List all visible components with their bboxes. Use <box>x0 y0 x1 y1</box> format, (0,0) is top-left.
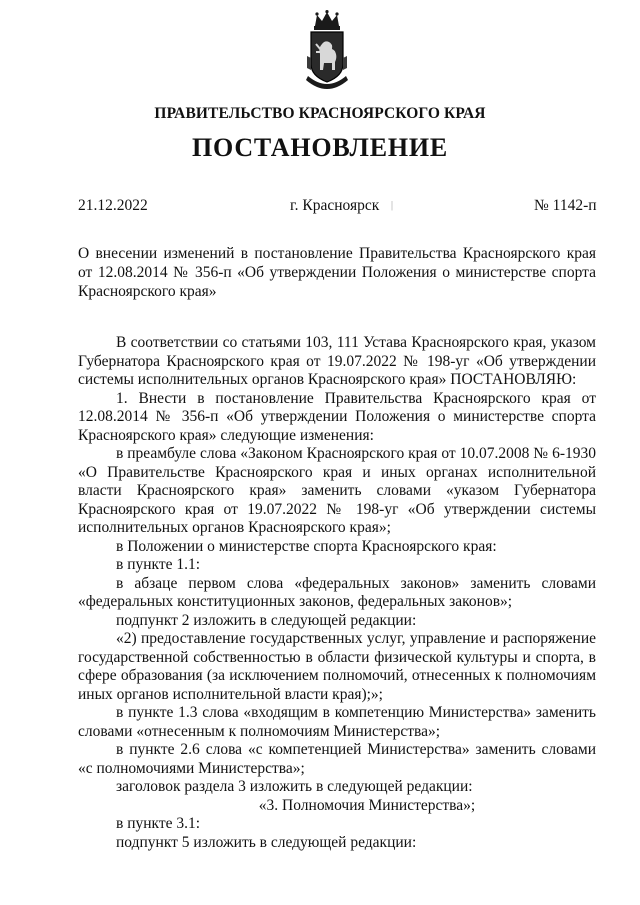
stray-mark: | <box>391 200 394 211</box>
document-body <box>78 334 596 852</box>
paragraph: заголовок раздела 3 изложить в следующей редакции: <box>116 778 473 795</box>
section-heading-quote: «3. Полномочия Министерства»; <box>258 796 476 814</box>
paragraph: в пункте 1.3 слова «входящим в компетенцию Министерства» заменить словами «отнесенным к полномочиям Министерства»; <box>78 704 596 740</box>
paragraph: подпункт 5 изложить в следующей редакции: <box>116 833 417 851</box>
paragraph: в преамбуле слова «Законом Красноярского края от 10.07.2008 № 6-1930 «О Правительстве Красноярского края и иных органах исполнительной власти Красноярского края» заменить словами «указом Губернатора Красноярского края от 19.07.2022 № 198-уг «Об утверждении системы исполнительных органов Красноярского края»; <box>78 445 596 536</box>
government-name: ПРАВИТЕЛЬСТВО КРАСНОЯРСКОГО КРАЯ <box>154 105 486 122</box>
document-type: ПОСТАНОВЛЕНИЕ <box>191 133 449 162</box>
krasnoyarsk-coat-of-arms-icon <box>302 10 352 94</box>
document-city: г. Красноярск <box>290 197 380 214</box>
paragraph: в абзаце первом слова «федеральных законов» заменить словами «федеральных конституционных законов, федеральных законов»; <box>78 574 596 610</box>
paragraph: в пункте 3.1: <box>116 815 201 832</box>
document-date: 21.12.2022 <box>78 197 148 214</box>
paragraph: 1. Внести в постановление Правительства Красноярского края от 12.08.2014 № 356-п «Об утверждении Положения о министерстве спорта Красноярского края» следующие изменения: <box>78 389 596 444</box>
paragraph: подпункт 2 изложить в следующей редакции: <box>116 611 417 629</box>
paragraph: в Положении о министерстве спорта Красноярского края: <box>116 537 497 555</box>
paragraph: в пункте 1.1: <box>116 556 201 573</box>
paragraph: В соответствии со статьями 103, 111 Устава Красноярского края, указом Губернатора Красноярского края от 19.07.2022 № 198-уг «Об утверждении системы исполнительных органов Красноярского края» ПОСТАНОВЛЯЮ: <box>78 334 596 388</box>
paragraph: «2) предоставление государственных услуг, управление и распоряжение государственной собственностью в области физической культуры и спорта, в сфере образования (за исключением полномочий, отнесенных к полномочиям иных органов исполнительной власти края);»; <box>78 630 596 703</box>
document-title: О внесении изменений в постановление Правительства Красноярского края от 12.08.2014 № 356-п «Об утверждении Положения о министерстве спорта Красноярского края» <box>78 245 596 300</box>
document-number: № 1142-п <box>534 197 597 214</box>
paragraph: в пункте 2.6 слова «с компетенцией Министерства» заменить словами «с полномочиями Министерства»; <box>78 741 596 777</box>
